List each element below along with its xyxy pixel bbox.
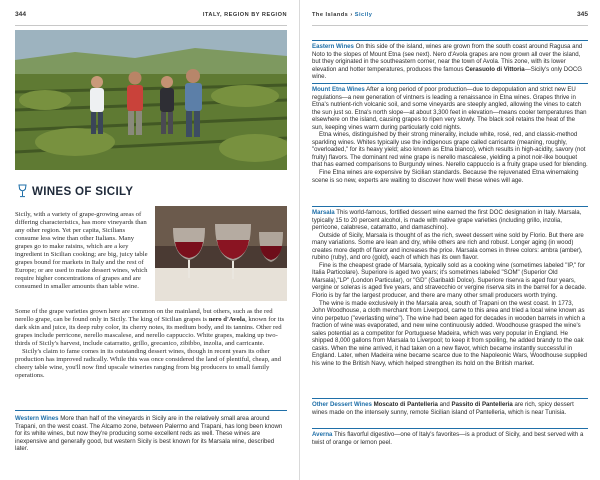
running-head-separator: › [348, 12, 355, 18]
vineyard-photo [15, 30, 287, 170]
cerasuolo-bold: Cerasuolo di Vittoria [465, 65, 525, 73]
other-dessert-wines-heading: Other Dessert Wines [312, 401, 372, 408]
marsala-heading: Marsala [312, 209, 335, 216]
averna-heading: Averna [312, 431, 333, 438]
wine-glass-icon [18, 184, 27, 198]
moscato-bold: Moscato di Pantelleria [371, 401, 438, 408]
passito-bold: Passito di Pantelleria [451, 401, 513, 408]
averna-text: This flavorful digestivo—one of Italy's favorites—is a product of Sicily, and best served with a twist of orange or lemon peel. [312, 431, 584, 446]
mount-etna-heading: Mount Etna Wines [312, 86, 365, 93]
sidebar-rule [312, 83, 588, 84]
eastern-wines-block [312, 43, 588, 81]
western-wines-heading: Western Wines [15, 415, 59, 422]
header-rule [312, 25, 588, 26]
sidebar-rule [312, 206, 588, 207]
marsala-block [312, 209, 588, 367]
eastern-wines-text-end: —Sicily's only DOCG wine. [312, 65, 582, 81]
mount-etna-paragraph-2: Etna wines, distinguished by their strong minerality, include white, rosé, red, and classic-method sparkling wines. Whites typically use the indigenous grape called carricante (meaning, roughly, "overloaded," for its heavy yield; also known as Etna bianco), which results in high-acidity, savory (not fruity) flavors. The dominant red wine grape is nerello mascalese, yielding a pinot noir-like bouquet that has earned comparisons to Burgundy wines. Nerello cappuccio is a fruity grape used for blending. [312, 131, 588, 169]
paragraph-text: Some of the grape varieties grown here are common on the mainland, but others, such as the red nerello grape, can be found only in Sicily. The king of Sicilian grapes is [15, 308, 273, 324]
page-number-left: 344 [15, 11, 27, 18]
running-head-prefix: The Islands [312, 12, 349, 18]
marsala-paragraph-4: The wine is made exclusively in the Marsala area, south of Trapani on the west coast. In 1773, John Woodhouse, a cloth merchant from Liverpool, came to this area and tried a local wine known as vino perpetuo ("everlasting wine"). The wine had been aged for decades in wooden barrels in which a fraction of wine was evaporated, and new wine continuously added. Woodhouse grasped the wine's sales potential as a competitor for Portuguese Madeira, which was very popular in England. He shipped 8,000 gallons from Marsala to Liverpool; to keep it from spoiling, he added brandy to the oak casks. When the wine arrived, it had taken on a new flavor, which became instantly successful in England. Later, when Madeira wine became scarce due to the Napoleonic Wars, Woodhouse supplied his wine to the British Navy, which helped strengthen its hold on the British market. [312, 299, 588, 367]
other-dessert-text: and [437, 401, 452, 408]
mount-etna-block [312, 86, 588, 184]
running-head-section [312, 12, 372, 18]
grape-name-bold: nero d'Avola [208, 316, 246, 324]
page-number-right: 345 [576, 11, 588, 18]
running-head-title: ITALY, REGION BY REGION [202, 12, 287, 18]
grape-varieties-paragraph [15, 308, 287, 348]
mount-etna-paragraph-3: Fine Etna wines are expensive by Sicilian standards. Because the rejuvenated Etna winemaking scene is so new, experts are waiting to discover how well these wines will age. [312, 169, 579, 184]
marsala-paragraph-2: Outside of Sicily, Marsala is thought of as the rich, sweet dessert wine sold by Florio. But there are many variations. Some are lean and dry, while others are rich and robust. Longer aging (in wood) creates more depth of flavor and increases the price. Marsala comes in three colors: ambra (amber), rubino (ruby), and oro (gold), each of which has its own flavor. [312, 231, 584, 262]
mount-etna-text: After a long period of poor production—due to depopulation and strict new EU regulations—a new generation of vintners is leading a renaissance in Etna wines. Grapes thrive in Etna's nutrient-rich volcanic soil, and some vineyards are steeply angled, allowing the vines to catch the sun just so. Etna's north slope—at about 3,300 feet in elevation—means cooler temperatures than elsewhere on the island, causing grapes to ripen very slowly. The black soil retains the heat of the sun, keeping vines warm during particularly cold nights. [312, 86, 587, 131]
western-wines-text: More than half of the vineyards in Sicily are in the relatively small area around Trapani, on the west coast. The Alcamo zone, between Palermo and Trapani, has long been known for its white wines, but now they're producing some excellent reds as well. These wines are inexpensive and generally good, but western Sicily is best known for its Marsala wine, described later. [15, 415, 283, 453]
section-title-text: WINES OF SICILY [32, 184, 134, 198]
intro-paragraph: Sicily, with a variety of grape-growing areas of differing characteristics, has more vineyards than any other region. Yet per capita, Sicilians consume less wine than other Italians. Many grapes go to make raisins, which are a key ingredient in Sicilian cooking; are big, juicy table grapes bound for markets in Italy and the rest of Europe; or are used to make dessert wines, which require higher concentrations of grapes and are consumed in smaller amounts than table wine. [15, 211, 148, 291]
marsala-paragraph-3: Fine is the cheapest grade of Marsala, typically sold as a cooking wine (sometimes labeled "IP," for Italia Particolare). Superiore is aged two years; it's sometimes labeled "SOM" (Superior Old Marsala),"LP" (London Particular), or "GD" (Garibaldi Dolce). Superiore riserva is aged four years, vergine or soleras is aged five years, and stravecchio or vergine riserva sits in the barrel for a decade. Florio is by far the largest producer, and there are many other small producers worth trying. [312, 261, 587, 300]
sidebar-rule [312, 40, 588, 41]
intro-body [15, 308, 287, 380]
right-page [300, 0, 600, 480]
eastern-wines-text: On this side of the island, wines are grown from the south coast around Ragusa and Noto to the slopes of Mount Etna (see next). Nero d'Avola grapes are now grown all over the island, but they originated in the southeastern corner, near the town of Avola. This zone, with its lower elevation and hotter temperatures, produces the famous [312, 43, 583, 73]
sidebar-rule [312, 428, 588, 429]
sidebar-rule [312, 398, 588, 399]
sidebar-rule [15, 410, 287, 411]
other-dessert-wines-block [312, 401, 588, 416]
running-head-suffix: Sicily [354, 12, 373, 18]
running-head-left [15, 11, 287, 23]
paragraph-text: , known for its dark skin and juice, its deep ruby color, its cherry notes, its medium body, and its tannins. Other red grapes include perricone, nerello mascalese, and nerello cappuccio. White grapes, making up two-thirds of Sicily's harvest, include catarratto, grillo, grecanico, zibibbo, inzolia, and carricante. [15, 316, 285, 348]
running-head-right [312, 11, 588, 23]
section-title [18, 183, 133, 199]
western-wines-block [15, 415, 287, 453]
eastern-wines-heading: Eastern Wines [312, 43, 354, 50]
marsala-text: This world-famous, fortified dessert wine earned the first DOC designation in Italy. Marsala, typically 15 to 20 percent alcohol, is made with native grape varieties (including grillo, inzolia, perricone, calabrese, catarratto, and damaschino). [312, 209, 582, 232]
averna-block [312, 431, 588, 446]
dessert-wines-paragraph: Sicily's claim to fame comes in its outstanding dessert wines, though in recent years its other production has improved radically. While this was once considered the land of plentiful, cheap, and cheery table wine, you'll now find upscale wineries ranging from big producers to small family operations. [15, 348, 281, 380]
other-dessert-text-end: are rich, spicy dessert wines made on the intensely sunny, remote Sicilian island of Pantelleria, which is near Tunisia. [312, 401, 574, 416]
header-rule [15, 25, 287, 26]
wine-glasses-photo [155, 206, 287, 301]
